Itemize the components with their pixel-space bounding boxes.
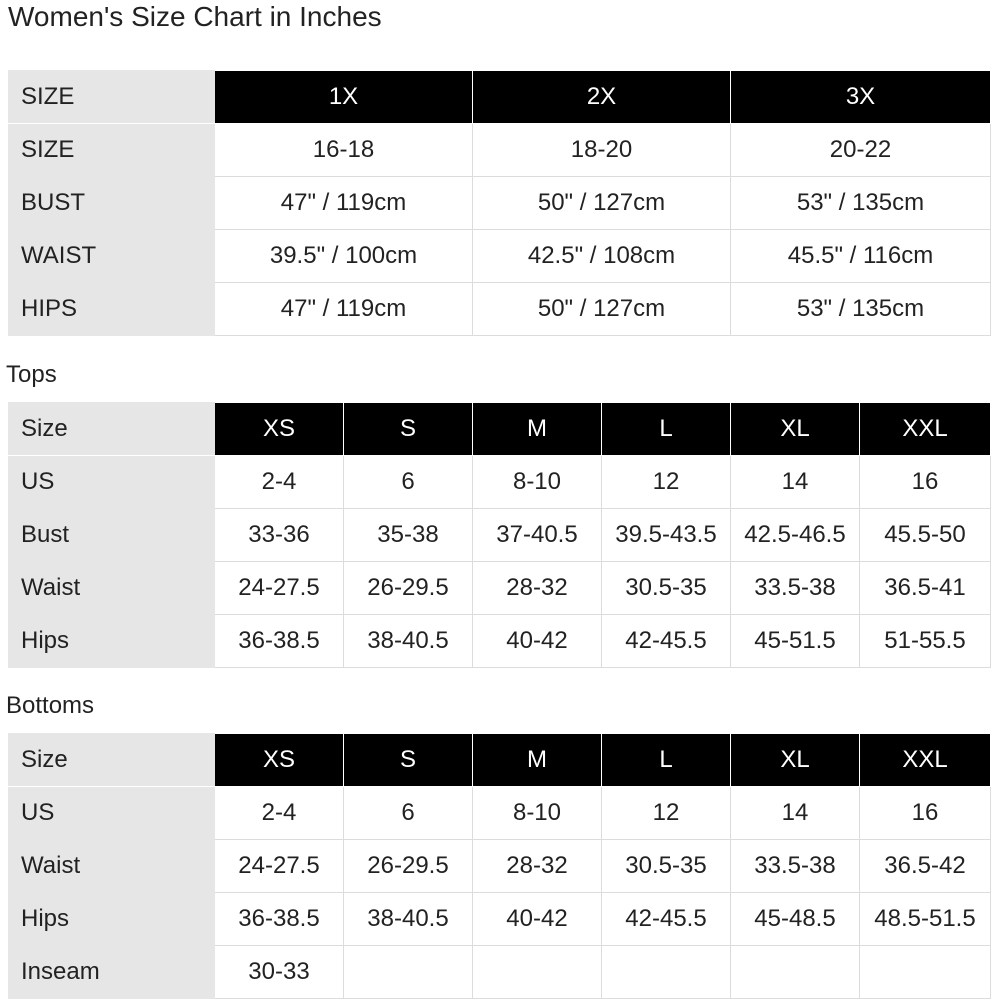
bottoms-size-table	[8, 733, 991, 999]
row-label: Size	[9, 734, 215, 787]
table-cell: 40-42	[473, 615, 602, 668]
table-row	[9, 893, 991, 946]
table-cell: 39.5" / 100cm	[215, 230, 473, 283]
table-cell: 30-33	[215, 946, 344, 999]
table-cell: 53" / 135cm	[731, 283, 991, 336]
row-label: Inseam	[9, 946, 215, 999]
table-row	[9, 124, 991, 177]
table-cell: 20-22	[731, 124, 991, 177]
row-label: Waist	[9, 840, 215, 893]
table-cell: 42-45.5	[602, 893, 731, 946]
row-label: Waist	[9, 562, 215, 615]
table-row	[9, 946, 991, 999]
table-cell: 33.5-38	[731, 562, 860, 615]
row-label: BUST	[9, 177, 215, 230]
table-cell: 38-40.5	[344, 893, 473, 946]
row-label: US	[9, 787, 215, 840]
table-cell: 42.5" / 108cm	[473, 230, 731, 283]
table-cell: 6	[344, 787, 473, 840]
table-cell: 26-29.5	[344, 840, 473, 893]
table-cell: 28-32	[473, 840, 602, 893]
size-header-cell: M	[473, 734, 602, 787]
table-cell: 28-32	[473, 562, 602, 615]
table-cell: 38-40.5	[344, 615, 473, 668]
table-cell: 16-18	[215, 124, 473, 177]
table-cell: 50" / 127cm	[473, 177, 731, 230]
row-label: HIPS	[9, 283, 215, 336]
tops-size-table	[8, 402, 991, 668]
table-cell: 36-38.5	[215, 615, 344, 668]
table-cell: 18-20	[473, 124, 731, 177]
table-cell: 36-38.5	[215, 893, 344, 946]
table-cell: 47" / 119cm	[215, 177, 473, 230]
size-header-cell: 3X	[731, 71, 991, 124]
table-cell: 33-36	[215, 509, 344, 562]
table-cell: 45-51.5	[731, 615, 860, 668]
row-label: Size	[9, 403, 215, 456]
row-label: Bust	[9, 509, 215, 562]
row-label: Hips	[9, 615, 215, 668]
table-cell: 2-4	[215, 456, 344, 509]
size-header-cell: XL	[731, 734, 860, 787]
size-header-cell: XXL	[860, 734, 991, 787]
size-header-cell: L	[602, 734, 731, 787]
size-header-cell: 2X	[473, 71, 731, 124]
row-label: US	[9, 456, 215, 509]
table-cell: 50" / 127cm	[473, 283, 731, 336]
table-cell: 16	[860, 787, 991, 840]
table-cell: 12	[602, 456, 731, 509]
table-cell	[860, 946, 991, 999]
page-title: Women's Size Chart in Inches	[8, 1, 382, 32]
table-cell: 2-4	[215, 787, 344, 840]
table-header-row	[9, 71, 991, 124]
table-row	[9, 840, 991, 893]
plus-size-table	[8, 70, 991, 336]
row-label: SIZE	[9, 124, 215, 177]
table-cell: 24-27.5	[215, 840, 344, 893]
table-row	[9, 283, 991, 336]
table-row	[9, 615, 991, 668]
table-cell: 24-27.5	[215, 562, 344, 615]
size-header-cell: M	[473, 403, 602, 456]
table-cell: 30.5-35	[602, 562, 731, 615]
bottoms-section-title: Bottoms	[6, 692, 95, 719]
table-cell: 45.5-50	[860, 509, 991, 562]
size-header-cell: XL	[731, 403, 860, 456]
table-cell: 6	[344, 456, 473, 509]
tops-section-title: Tops	[6, 361, 57, 388]
table-cell: 8-10	[473, 787, 602, 840]
row-label: WAIST	[9, 230, 215, 283]
table-cell: 14	[731, 787, 860, 840]
table-row	[9, 509, 991, 562]
table-row	[9, 230, 991, 283]
table-header-row	[9, 403, 991, 456]
table-cell	[602, 946, 731, 999]
table-cell: 47" / 119cm	[215, 283, 473, 336]
table-cell: 53" / 135cm	[731, 177, 991, 230]
table-header-row	[9, 734, 991, 787]
table-cell	[731, 946, 860, 999]
table-cell: 48.5-51.5	[860, 893, 991, 946]
table-cell: 37-40.5	[473, 509, 602, 562]
table-cell: 42.5-46.5	[731, 509, 860, 562]
table-row	[9, 787, 991, 840]
size-header-cell: XS	[215, 403, 344, 456]
table-cell: 14	[731, 456, 860, 509]
table-cell: 30.5-35	[602, 840, 731, 893]
table-cell: 36.5-41	[860, 562, 991, 615]
table-cell	[344, 946, 473, 999]
table-cell: 42-45.5	[602, 615, 731, 668]
table-row	[9, 177, 991, 230]
table-cell: 12	[602, 787, 731, 840]
table-cell: 51-55.5	[860, 615, 991, 668]
size-header-cell: 1X	[215, 71, 473, 124]
table-cell: 39.5-43.5	[602, 509, 731, 562]
table-row	[9, 562, 991, 615]
row-label: SIZE	[9, 71, 215, 124]
table-cell	[473, 946, 602, 999]
table-row	[9, 456, 991, 509]
size-header-cell: XXL	[860, 403, 991, 456]
size-header-cell: L	[602, 403, 731, 456]
table-cell: 33.5-38	[731, 840, 860, 893]
table-cell: 36.5-42	[860, 840, 991, 893]
row-label: Hips	[9, 893, 215, 946]
table-cell: 35-38	[344, 509, 473, 562]
size-header-cell: S	[344, 734, 473, 787]
table-cell: 8-10	[473, 456, 602, 509]
table-cell: 16	[860, 456, 991, 509]
table-cell: 26-29.5	[344, 562, 473, 615]
table-cell: 45-48.5	[731, 893, 860, 946]
size-header-cell: S	[344, 403, 473, 456]
table-cell: 45.5" / 116cm	[731, 230, 991, 283]
table-cell: 40-42	[473, 893, 602, 946]
size-header-cell: XS	[215, 734, 344, 787]
